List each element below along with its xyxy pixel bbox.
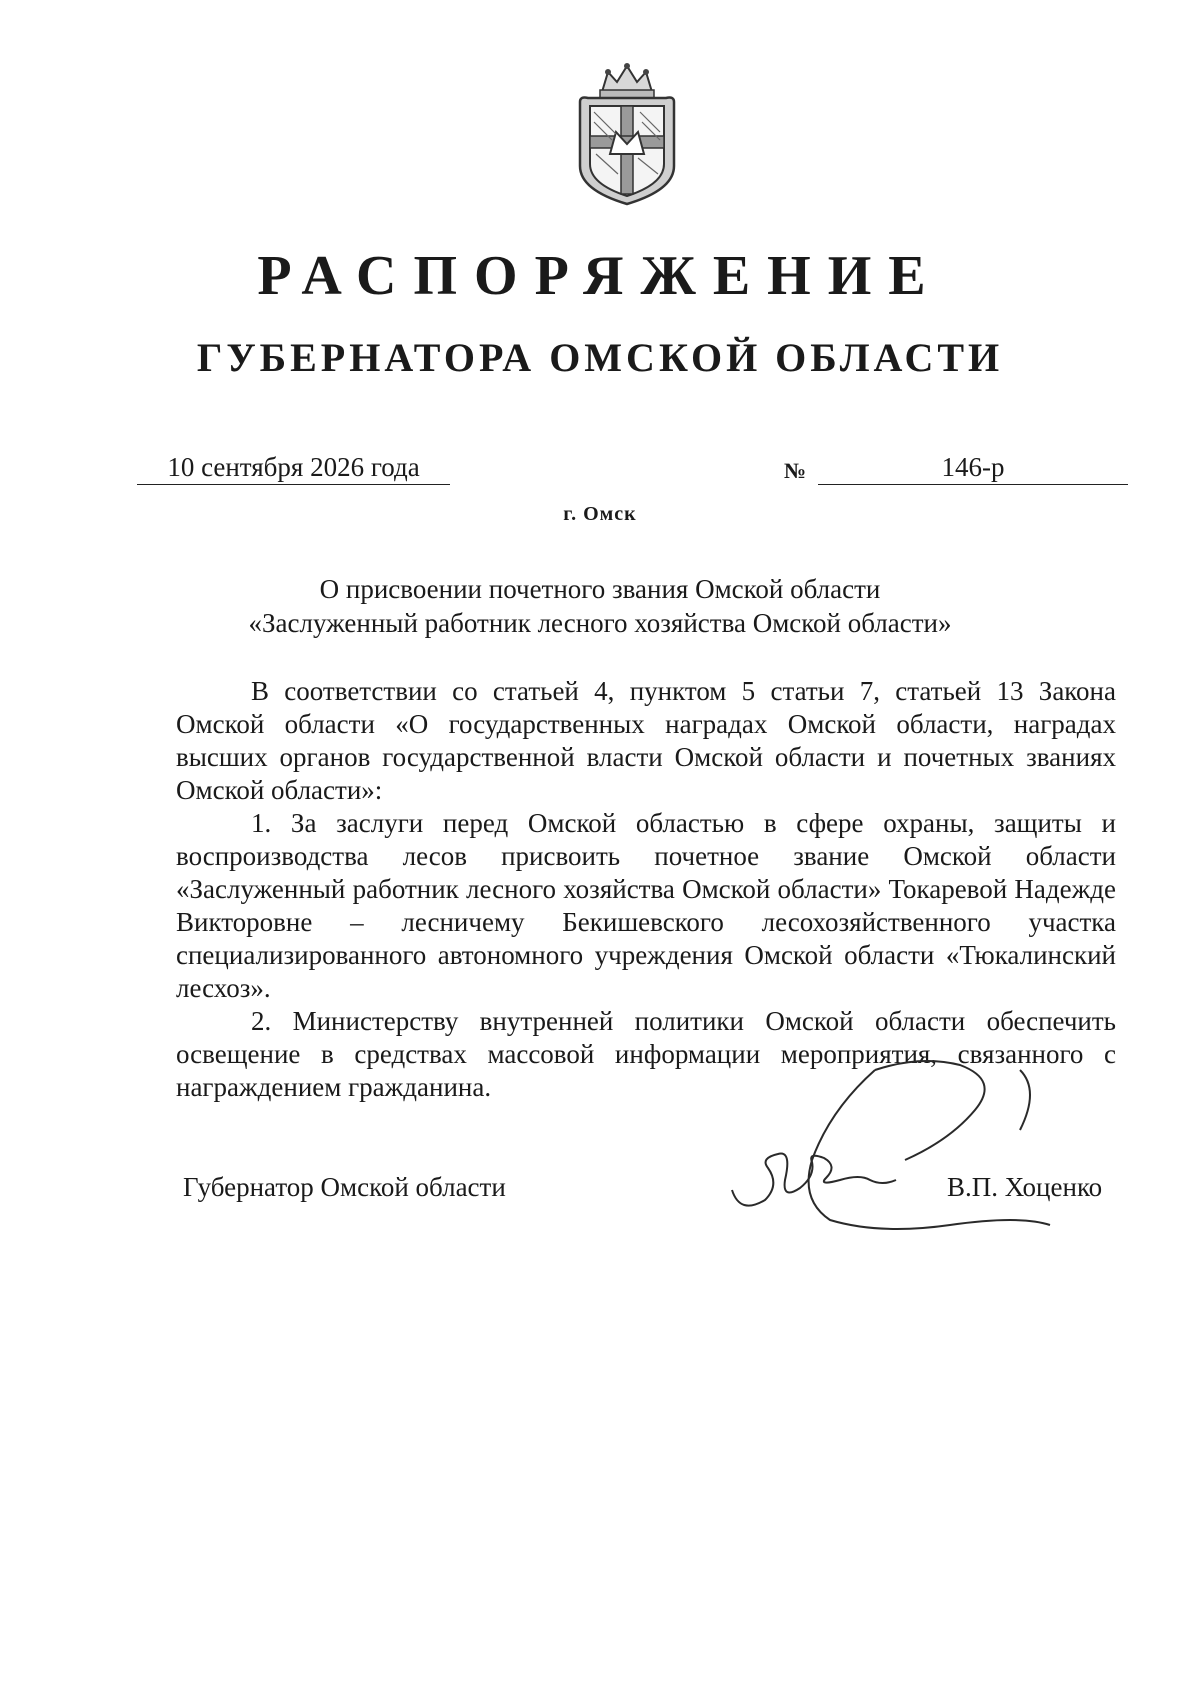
signatory-position: Губернатор Омской области	[183, 1172, 506, 1202]
signature-block	[0, 1170, 1200, 1230]
body-item-2: 2. Министерству внутренней политики Омской области обеспечить освещение в средствах массовой информации мероприятия, связанного с награждением гражданина.	[176, 1006, 1116, 1102]
document-title: РАСПОРЯЖЕНИЕ	[257, 245, 943, 307]
subject-line-1: О присвоении почетного звания Омской области	[319, 574, 881, 604]
document-date: 10 сентября 2026 года	[137, 450, 450, 485]
document-place: г. Омск	[563, 503, 637, 525]
document-subject	[176, 572, 1024, 640]
body-preamble: В соответствии со статьей 4, пунктом 5 статьи 7, статьей 13 Закона Омской области «О государственных наградах Омской области, наградах высших органов государственной власти Омской области и почетных званиях Омской области»:	[176, 676, 1116, 805]
coat-of-arms-icon	[572, 62, 682, 208]
signatory-name: В.П. Хоценко	[947, 1172, 1103, 1202]
document-number: 146-р	[818, 450, 1128, 485]
subject-line-2: «Заслуженный работник лесного хозяйства Омской области»	[248, 608, 952, 638]
number-label: №	[784, 458, 807, 483]
document-body	[176, 675, 1116, 1104]
body-item-1: 1. За заслуги перед Омской областью в сфере охраны, защиты и воспроизводства лесов присвоить почетное звание Омской области «Заслуженный работник лесного хозяйства Омской области» Токаревой Надежде Викторовне – лесничему Бекишевского лесохозяйственного участка специализированного автономного учреждения Омской области «Тюкалинский лесхоз».	[176, 808, 1116, 1003]
document-subtitle: ГУБЕРНАТОРА ОМСКОЙ ОБЛАСТИ	[196, 335, 1004, 380]
